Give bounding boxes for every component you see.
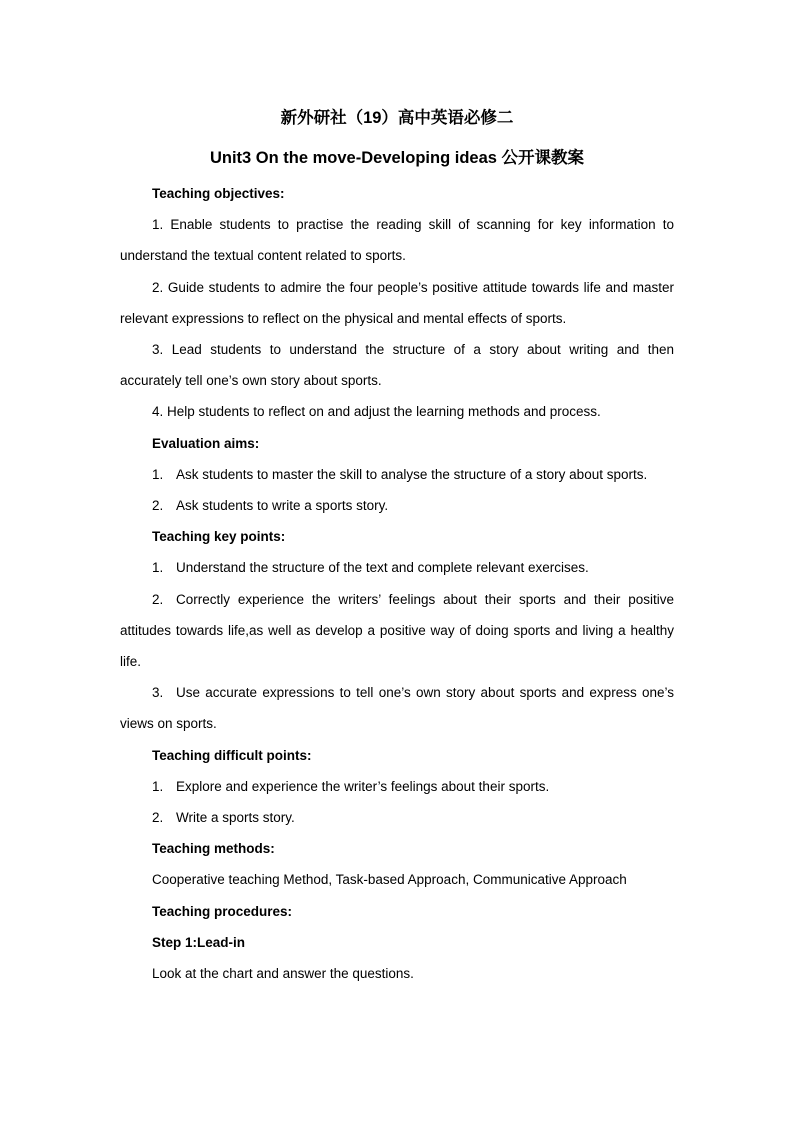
section-heading-objectives: Teaching objectives: (152, 186, 285, 201)
evaluation-aim-item (120, 490, 674, 521)
step-heading-lead-in: Step 1:Lead-in (152, 934, 246, 950)
item-text: Understand the structure of the text and complete relevant exercises. (176, 560, 589, 576)
item-number: 3. (152, 685, 164, 701)
item-number: 2. (152, 498, 164, 514)
item-number: 1. (152, 466, 164, 482)
step-instruction: Look at the chart and answer the questions. (152, 966, 414, 982)
item-number: 1. (152, 560, 164, 576)
difficult-point-item (120, 771, 674, 802)
key-point-item (120, 584, 674, 678)
objective-item: 3. Lead students to understand the structure of a story about writing and then accurately tell one’s own story about sports. (120, 342, 674, 389)
objective-item: 2. Guide students to admire the four people’s positive attitude towards life and master relevant expressions to reflect on the physical and mental effects of sports. (120, 279, 674, 326)
section-heading-difficult-points: Teaching difficult points: (152, 747, 312, 763)
item-text: Correctly experience the writers’ feelings about their sports and their positive attitudes towards life,as well as develop a positive way of doing sports and living a healthy life. (120, 591, 674, 670)
objective-item: 1. Enable students to practise the reading skill of scanning for key information to understand the textual content related to sports. (120, 217, 674, 264)
item-text: Ask students to master the skill to analyse the structure of a story about sports. (176, 466, 648, 482)
item-text: Use accurate expressions to tell one’s own story about sports and express one’s views on sports. (120, 685, 674, 732)
section-heading-methods: Teaching methods: (152, 841, 275, 857)
methods-text: Cooperative teaching Method, Task-based Approach, Communicative Approach (152, 872, 627, 888)
key-point-item (120, 677, 674, 739)
item-number: 2. (152, 591, 164, 607)
section-heading-evaluation-aims: Evaluation aims: (152, 435, 260, 451)
evaluation-aim-item (120, 459, 674, 490)
item-number: 1. (152, 778, 164, 794)
key-point-item (120, 552, 674, 583)
section-heading-key-points: Teaching key points: (152, 529, 286, 545)
document-title-chinese: 新外研社（19）高中英语必修二 (280, 109, 514, 127)
objective-item: 4. Help students to reflect on and adjust the learning methods and process. (152, 404, 601, 420)
item-number: 2. (152, 810, 164, 826)
difficult-point-item (120, 802, 674, 833)
item-text: Write a sports story. (176, 810, 295, 826)
item-text: Explore and experience the writer’s feelings about their sports. (176, 778, 550, 794)
document-title-unit: Unit3 On the move-Developing ideas 公开课教案 (209, 149, 585, 167)
item-text: Ask students to write a sports story. (176, 498, 389, 514)
document-body (120, 104, 674, 989)
section-heading-procedures: Teaching procedures: (152, 903, 293, 919)
